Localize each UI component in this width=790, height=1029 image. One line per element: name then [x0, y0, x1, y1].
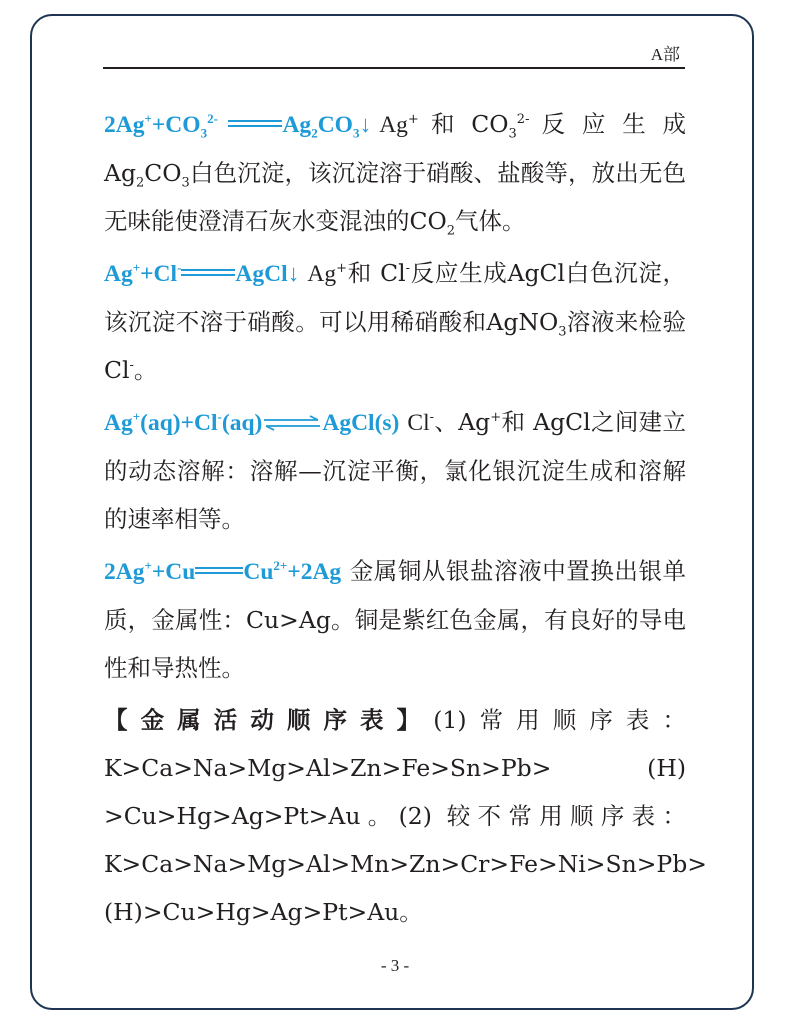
eq-charge: 2-	[207, 111, 218, 127]
paragraph-silver-chloride	[104, 249, 686, 394]
body-text: 和 AgCl之间建立的动态溶解：溶解—沉淀平衡，氯化银沉淀生成和溶解的速率相等。	[104, 408, 686, 533]
body-text: CO	[144, 159, 182, 187]
eq-term: Ag	[104, 410, 133, 436]
eq-subscript: 3	[352, 125, 360, 141]
body-text: 反应生成AgCl白色沉淀，该沉淀不溶于硝酸。可以用稀硝酸和AgNO	[104, 259, 686, 336]
body-text: 和 Cl	[347, 259, 406, 287]
eq-product: AgCl	[235, 261, 288, 287]
body-text: 。	[133, 356, 158, 384]
page-number: - 3 -	[380, 956, 410, 975]
eq-subscript: 3	[200, 125, 208, 141]
eq-term: 2Ag	[104, 559, 145, 585]
eq-product: Ag	[282, 112, 312, 138]
body-text: 白色沉淀，该沉淀溶于硝酸、盐酸等，放出无色无味能使澄清石灰水变混浊的CO	[104, 159, 686, 235]
eq-charge: +	[144, 558, 152, 574]
eq-product: Cu	[243, 559, 274, 585]
subscript: 3	[558, 324, 567, 340]
charge: +	[490, 410, 502, 426]
double-line-arrow	[195, 563, 243, 577]
body-text: Cl	[407, 410, 430, 436]
eq-term: (aq)	[221, 410, 263, 436]
eq-charge: -	[217, 409, 222, 425]
equation-copper-displacement	[104, 559, 341, 585]
charge: -	[429, 410, 435, 426]
eq-product: CO	[317, 112, 353, 138]
body-text: 、Ag	[434, 408, 491, 436]
eq-charge: +	[144, 111, 152, 127]
body-text: Ag	[379, 112, 408, 138]
body-text: 气体。	[455, 207, 526, 235]
paragraph-dissolution-equilibrium	[104, 398, 686, 543]
eq-charge: -	[177, 260, 182, 276]
header-divider	[103, 67, 685, 69]
section-title: 【金属活动顺序表】	[104, 706, 434, 734]
body-text: Ag	[307, 261, 337, 287]
charge: -	[405, 261, 410, 277]
eq-term: +Cl	[140, 261, 178, 287]
double-line-arrow	[181, 265, 235, 279]
subscript: 2	[446, 223, 456, 239]
eq-charge: +	[132, 409, 141, 425]
eq-product: +2Ag	[287, 559, 342, 585]
eq-term: 2Ag	[104, 112, 145, 138]
eq-subscript: 2	[311, 125, 318, 141]
page-content	[104, 100, 707, 940]
paragraph-activity-series	[104, 696, 707, 936]
equation-dissolution-equilibrium	[104, 410, 399, 436]
precipitate-arrow: ↓	[287, 261, 300, 287]
eq-charge: 2+	[273, 558, 288, 574]
eq-term: (aq)+Cl	[140, 410, 218, 436]
subscript: 3	[181, 175, 190, 191]
body-text: (1)常用顺序表：K>Ca>Na>Mg>Al>Zn>Fe>Sn>Pb> (H) >Cu>Hg>Ag>Pt>Au。(2) 较不常用顺序表：K>Ca>Na>Mg>Al>Mn>Zn>Cr>Fe>Ni>Sn>Pb>(H)>Cu>Hg>Ag>Pt>Au。	[104, 706, 707, 926]
eq-charge: +	[132, 260, 141, 276]
eq-term: +Cu	[151, 559, 196, 585]
body-text: 和 CO	[418, 110, 509, 138]
equation-silver-chloride	[104, 261, 299, 287]
charge: -	[129, 358, 134, 374]
charge: 2-	[516, 112, 530, 128]
subscript: 3	[508, 126, 517, 142]
precipitate-arrow: ↓	[359, 112, 372, 138]
section-label: A部	[650, 45, 680, 64]
eq-product: AgCl(s)	[322, 410, 400, 436]
equation-silver-carbonate	[104, 111, 372, 141]
eq-term: Ag	[104, 261, 133, 287]
reversible-arrow-icon	[262, 415, 322, 431]
charge: +	[407, 112, 419, 128]
body-text: 金属铜从银盐溶液中置换出银单质，金属性：Cu>Ag。铜是紫红色金属，有良好的导电性和导热性。	[104, 557, 686, 682]
paragraph-silver-carbonate	[104, 100, 686, 245]
subscript: 2	[136, 175, 145, 191]
paragraph-copper-displacement	[104, 547, 686, 692]
eq-term: +CO	[151, 112, 201, 138]
body-text: 溶液来检验Cl	[104, 308, 687, 384]
double-line-arrow	[228, 116, 282, 130]
body-text: 反 应 生 成 Ag	[104, 110, 687, 187]
charge: +	[336, 261, 348, 277]
